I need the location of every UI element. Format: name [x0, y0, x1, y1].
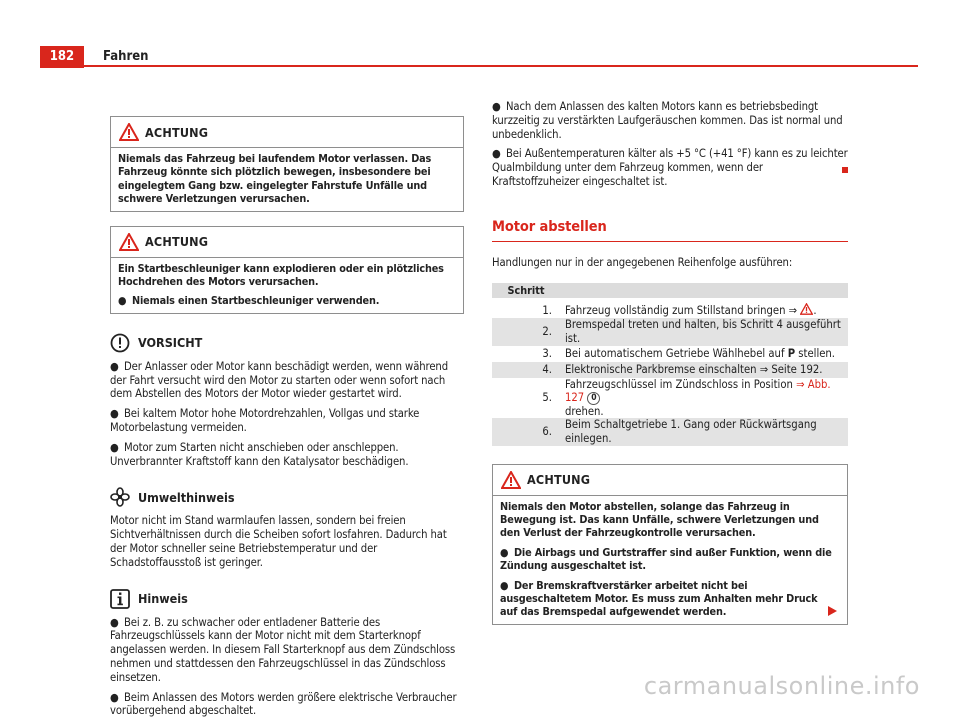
section-rule: [492, 241, 848, 242]
step-text: Elektronische Parkbremse einschalten ⇒ Seite 192.: [560, 362, 848, 378]
caution-header: [110, 332, 464, 354]
table-header-cell: Schritt: [492, 283, 560, 298]
environment-text: Motor nicht im Stand warmlaufen lassen, sondern bei freien Sichtverhältnissen durch die Scheiben sofort losfahren. Dadurch hat der Motor schneller seine Betriebstemperatur und der Schadstoffausstoß ist geringer.: [110, 514, 447, 569]
table-row: [492, 346, 848, 362]
warning-triangle-icon: [119, 233, 139, 251]
warning-bullet-text: Die Airbags und Gurtstraffer sind außer Funktion, wenn die Zündung ausgeschaltet ist.: [500, 545, 832, 573]
figure-link[interactable]: ⇒ Abb. 127: [565, 377, 831, 405]
environment-note: [110, 486, 464, 569]
caution-title: VORSICHT: [138, 335, 203, 351]
section-intro: Handlungen nur in der angegebenen Reihenfolge ausführen:: [492, 255, 793, 269]
right-bullet: ● Nach dem Anlassen des kalten Motors kann es betriebsbedingt kurzzeitig zu verstärkten Laufgeräuschen kommen. Das ist normal und unbedenklich.: [492, 100, 843, 141]
warning-title: ACHTUNG: [145, 234, 209, 250]
caution-exclamation-icon: [110, 333, 130, 353]
caution-bullet-text: Der Anlasser oder Motor kann beschädigt werden, wenn während der Fahrt versucht wird den Motor zu starten oder wenn sofort nach dem Abstellen des Motors der Motor wieder gestartet wird.: [110, 359, 448, 401]
step-number: 6.: [492, 418, 560, 445]
info-bullet-text: Beim Anlassen des Motors werden größere elektrische Verbraucher vorübergehend abgeschaltet.: [110, 690, 457, 718]
warning-bullet: ● Der Bremskraftverstärker arbeitet nicht bei ausgeschaltetem Motor. Es muss zum Anhalten mehr Druck auf das Bremspedal aufgewendet werden.: [500, 579, 840, 619]
step-number: 1.: [542, 303, 552, 317]
table-row: [492, 418, 848, 445]
steps-table: [492, 283, 848, 445]
warning-triangle-icon: [119, 123, 139, 141]
warning-box-1: [110, 116, 464, 212]
watermark: carmanualsonline.info: [643, 672, 920, 700]
warning-bullet-text: Niemals einen Startbeschleuniger verwenden.: [132, 294, 380, 308]
warning-bullet: ● Die Airbags und Gurtstraffer sind außer Funktion, wenn die Zündung ausgeschaltet ist.: [500, 545, 832, 573]
caution-bullet-text: Motor zum Starten nicht anschieben oder anschleppen. Unverbrannter Kraftstoff kann den Katalysator beschädigen.: [110, 440, 409, 468]
warning-triangle-icon: [800, 303, 813, 315]
section-end-marker: [842, 167, 848, 173]
right-bullet: ● Bei Außentemperaturen kälter als +5 °C (+41 °F) kann es zu leichter Qualmbildung unter dem Fahrzeug kommen, wenn der Kraftstoffzuheizer eingeschaltet ist.: [492, 147, 848, 188]
table-row: [492, 318, 848, 345]
step-text: Fahrzeug vollständig zum Stillstand bringen ⇒ .: [565, 304, 817, 318]
step-text: Bei automatischem Getriebe Wählhebel auf P stellen.: [565, 346, 836, 360]
warning-text: Niemals das Fahrzeug bei laufendem Motor verlassen. Das Fahrzeug könnte sich plötzlich bewegen, insbesondere bei eingelegtem Gang bzw. eingelegter Fahrstufe Unfälle und schwere Verletzungen verursachen.: [118, 152, 432, 206]
warning-text: Niemals den Motor abstellen, solange das Fahrzeug in Bewegung ist. Das kann Unfälle, schwere Verletzungen und den Verlust der Fahrzeugkontrolle verursachen.: [500, 499, 819, 540]
position-badge: 0: [587, 392, 600, 405]
info-bullet: ● Bei z. B. zu schwacher oder entladener Batterie des Fahrzeugschlüssels kann der Motor nicht mit dem Starterknopf angelassen werden. In diesem Fall Starterknopf aus dem Zündschloss nehmen und stattdessen den Fahrzeugschlüssel in das Zündschloss einsetzen.: [110, 615, 456, 684]
step-text: Bremspedal treten und halten, bis Schritt 4 ausgeführt ist.: [560, 318, 848, 345]
warning-box-header: [493, 465, 847, 496]
info-note: [110, 588, 464, 718]
left-column: [110, 116, 464, 718]
step-text: Fahrzeugschlüssel im Zündschloss in Position ⇒ Abb. 127 0 drehen.: [565, 377, 831, 418]
table-header-row: [492, 283, 848, 298]
info-header: [110, 588, 464, 610]
warning-title: ACHTUNG: [527, 472, 591, 488]
warning-body: [111, 148, 463, 211]
step-number: 4.: [492, 362, 560, 378]
environment-title: Umwelthinweis: [138, 489, 235, 505]
flower-environment-icon: [110, 487, 130, 507]
table-row: [492, 378, 848, 419]
warning-box-3: [492, 464, 848, 625]
info-bullet: ● Beim Anlassen des Motors werden größere elektrische Verbraucher vorübergehend abgeschaltet.: [110, 690, 457, 718]
caution-bullet: ● Motor zum Starten nicht anschieben oder anschleppen. Unverbrannter Kraftstoff kann den Katalysator beschädigen.: [110, 440, 409, 468]
info-bullet-text: Bei z. B. zu schwacher oder entladener Batterie des Fahrzeugschlüssels kann der Motor nicht mit dem Starterknopf angelassen werden. In diesem Fall Starterknopf aus dem Zündschloss nehmen und stattdessen den Fahrzeugschlüssel in das Zündschloss einsetzen.: [110, 615, 456, 684]
right-bullet-text: Nach dem Anlassen des kalten Motors kann es betriebsbedingt kurzzeitig zu verstärkten Laufgeräuschen kommen. Das ist normal und unbedenklich.: [492, 100, 843, 141]
caution-note: [110, 332, 464, 469]
section-heading: [492, 218, 848, 242]
warning-bullet: [118, 294, 456, 307]
step-text: Beim Schaltgetriebe 1. Gang oder Rückwärtsgang einlegen.: [560, 418, 848, 445]
warning-body: [111, 258, 463, 313]
warning-triangle-icon: [501, 471, 521, 489]
warning-box-2: [110, 226, 464, 314]
step-number: 3.: [542, 346, 552, 360]
bullet-dot: ●: [118, 294, 127, 308]
table-row: [492, 362, 848, 378]
right-column: [492, 100, 848, 625]
warning-bullet-text: Der Bremskraftverstärker arbeitet nicht bei ausgeschaltetem Motor. Es muss zum Anhalten mehr Druck auf das Bremspedal aufgewendet werden.: [500, 578, 818, 619]
table-row: [492, 302, 848, 318]
step-number: 2.: [492, 318, 560, 345]
caution-bullet: ● Der Anlasser oder Motor kann beschädigt werden, wenn während der Fahrt versucht wird den Motor zu starten oder wenn sofort nach dem Abstellen des Motors der Motor wieder gestartet wird.: [110, 359, 448, 401]
header-rule: [84, 65, 918, 67]
info-icon: [110, 589, 130, 609]
step-number: 5.: [542, 391, 552, 405]
warning-text: Ein Startbeschleuniger kann explodieren oder ein plötzliches Hochdrehen des Motors verursachen.: [118, 261, 444, 289]
continue-arrow-icon: [826, 605, 838, 617]
page-title: Fahren: [103, 49, 149, 64]
caution-bullet: ● Bei kaltem Motor hohe Motordrehzahlen, Vollgas und starke Motorbelastung vermeiden.: [110, 407, 420, 435]
page-number: 182: [40, 46, 84, 68]
table-header-cell-empty: [560, 283, 848, 298]
warning-body: [493, 496, 847, 624]
warning-box-header: [111, 117, 463, 148]
info-title: Hinweis: [138, 591, 188, 607]
section-title: Motor abstellen: [492, 218, 607, 235]
right-bullet-text: Bei Außentemperaturen kälter als +5 °C (+41 °F) kann es zu leichter Qualmbildung unter dem Fahrzeug kommen, wenn der Kraftstoffzuheizer eingeschaltet ist.: [492, 147, 848, 188]
caution-bullet-text: Bei kaltem Motor hohe Motordrehzahlen, Vollgas und starke Motorbelastung vermeiden.: [110, 407, 420, 435]
warning-box-header: [111, 227, 463, 258]
warning-title: ACHTUNG: [145, 124, 209, 140]
environment-header: [110, 486, 464, 508]
